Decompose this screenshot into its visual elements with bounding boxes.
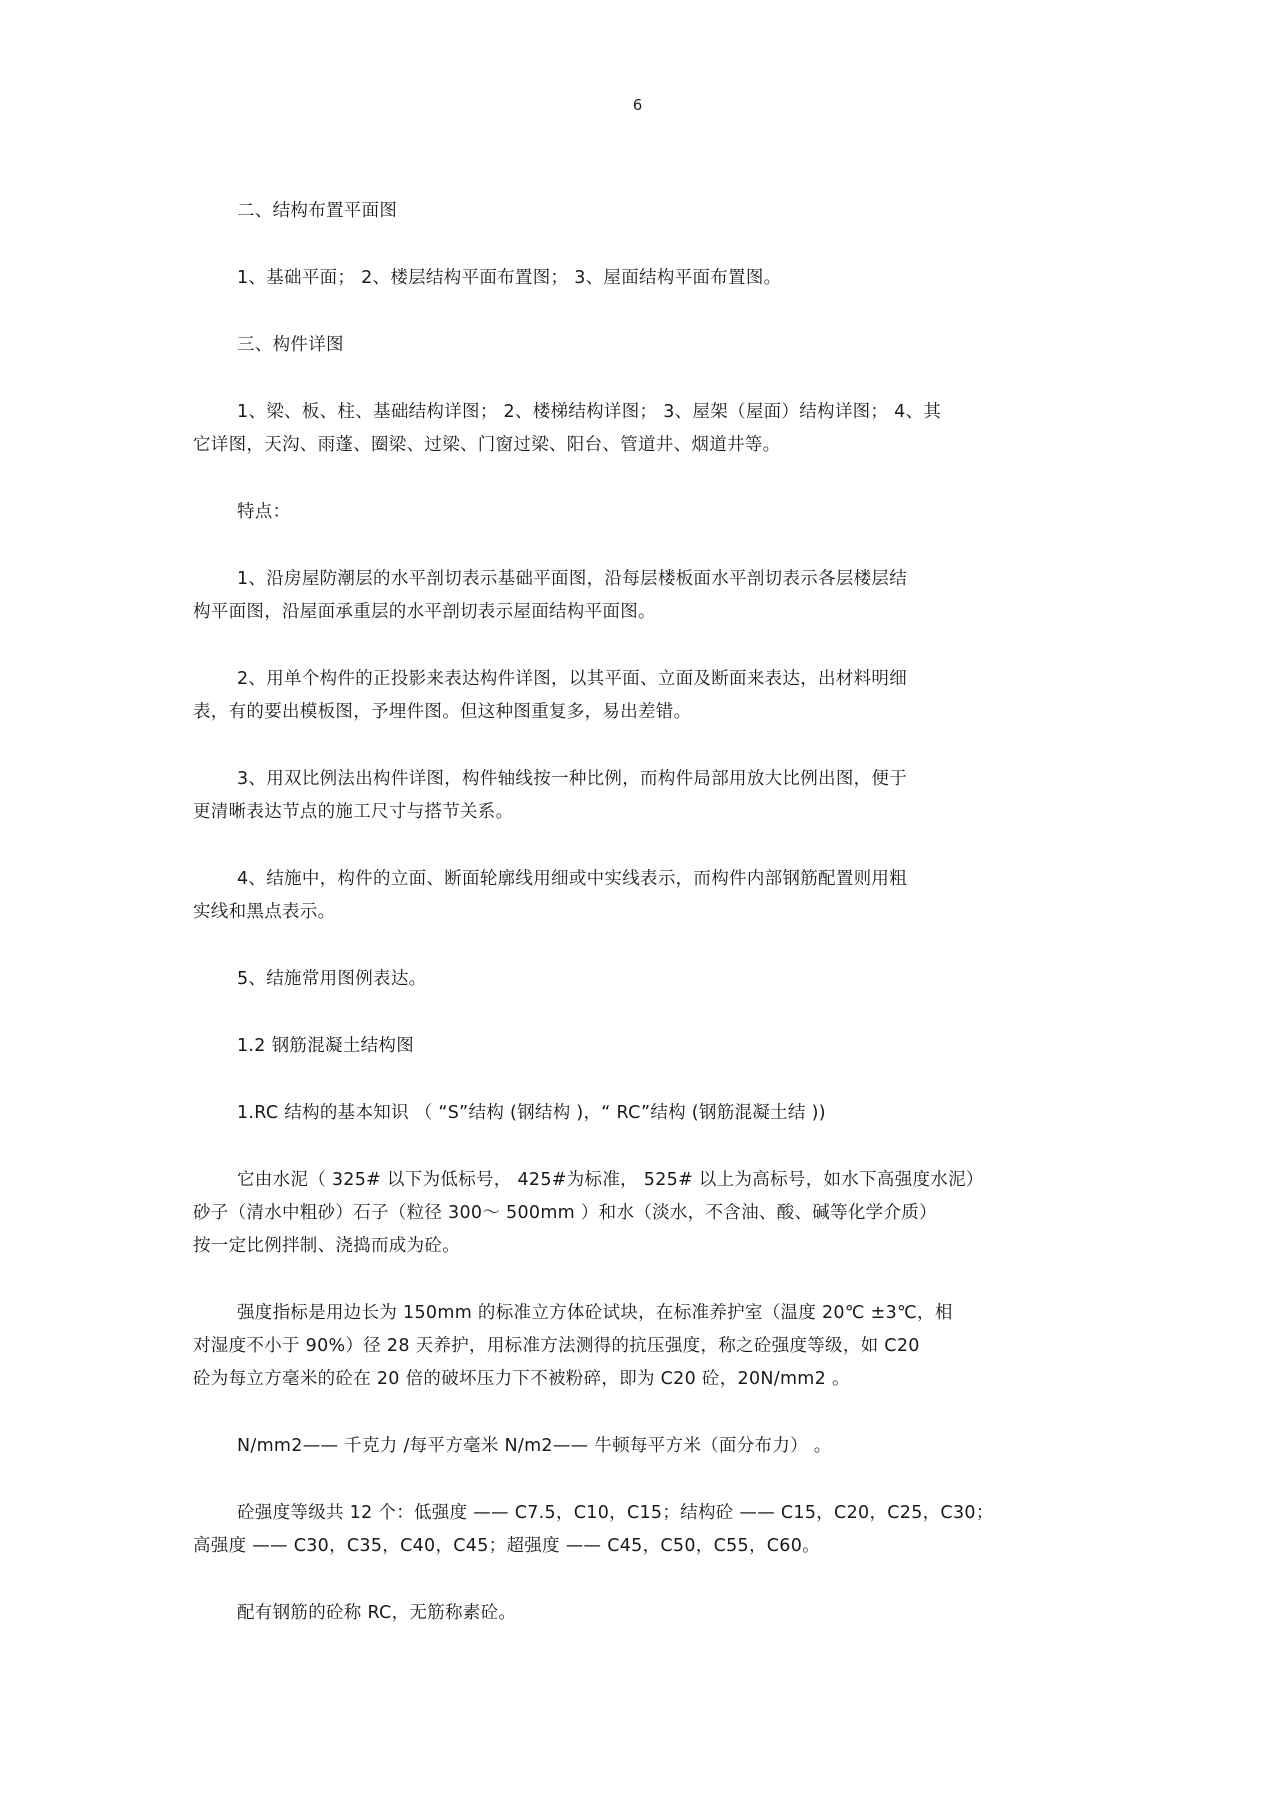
page-number: 6: [632, 96, 643, 114]
feature-item-3: 3、用双比例法出构件详图，构件轴线按一种比例，而构件局部用放大比例出图，便于 更清晰表达节点的施工尺寸与搭节关系。: [193, 769, 908, 822]
document-body: [193, 195, 1088, 1630]
paragraph-strength-index: 强度指标是用边长为 150mm 的标准立方体砼试块，在标准养护室（温度 20℃ ±3℃，相 对湿度不小于 90%）径 28 天养护，用标准方法测得的抗压强度，称之砼强度等级，如 C20 砼为每立方毫米的砼在 20 倍的破坏压力下不被粉碎，即为 C20 砼，20N/mm2 。: [193, 1303, 953, 1389]
paragraph-strength-grades: 砼强度等级共 12 个：低强度 —— C7.5，C10，C15；结构砼 —— C15，C20，C25，C30； 高强度 —— C30，C35，C40，C45；超强度 —— C45，C50，C55，C60。: [193, 1503, 994, 1556]
features-heading: 特点：: [237, 502, 291, 522]
paragraph-plan-list: 1、基础平面； 2、楼层结构平面布置图； 3、屋面结构平面布置图。: [237, 268, 782, 288]
paragraph-detail-list: 1、梁、板、柱、基础结构详图； 2、楼梯结构详图； 3、屋架（屋面）结构详图； 4、其 它详图，天沟、雨蓬、圈梁、过梁、门窗过梁、阳台、管道井、烟道井等。: [193, 402, 942, 455]
section-heading-component-details: 三、构件详图: [237, 335, 344, 355]
section-heading-structural-layout: 二、结构布置平面图: [237, 201, 398, 221]
paragraph-rc-definition: 配有钢筋的砼称 RC，无筋称素砼。: [237, 1603, 517, 1623]
feature-item-1: 1、沿房屋防潮层的水平剖切表示基础平面图，沿每层楼板面水平剖切表示各层楼层结 构平面图，沿屋面承重层的水平剖切表示屋面结构平面图。: [193, 569, 908, 622]
feature-item-2: 2、用单个构件的正投影来表达构件详图，以其平面、立面及断面来表达，出材料明细 表，有的要出模板图，予埋件图。但这种图重复多，易出差错。: [193, 669, 908, 722]
feature-item-4: 4、结施中，构件的立面、断面轮廓线用细或中实线表示，而构件内部钢筋配置则用粗 实线和黑点表示。: [193, 869, 908, 922]
rc-basics-heading: 1.RC 结构的基本知识 （ “S”结构 (钢结构 )，“ RC”结构 (钢筋混凝土结 )): [237, 1103, 826, 1123]
section-heading-rc-structure: 1.2 钢筋混凝土结构图: [237, 1036, 414, 1056]
paragraph-unit-definitions: N/mm2—— 千克力 /每平方毫米 N/m2—— 牛顿每平方米（面分布力） 。: [237, 1436, 832, 1456]
paragraph-concrete-composition: 它由水泥（ 325# 以下为低标号， 425#为标准， 525# 以上为高标号，如水下高强度水泥） 砂子（清水中粗砂）石子（粒径 300～ 500mm ）和水（淡水，不含油、酸、碱等化学介质） 按一定比例拌制、浇捣而成为砼。: [193, 1170, 984, 1256]
feature-item-5: 5、结施常用图例表达。: [237, 969, 427, 989]
